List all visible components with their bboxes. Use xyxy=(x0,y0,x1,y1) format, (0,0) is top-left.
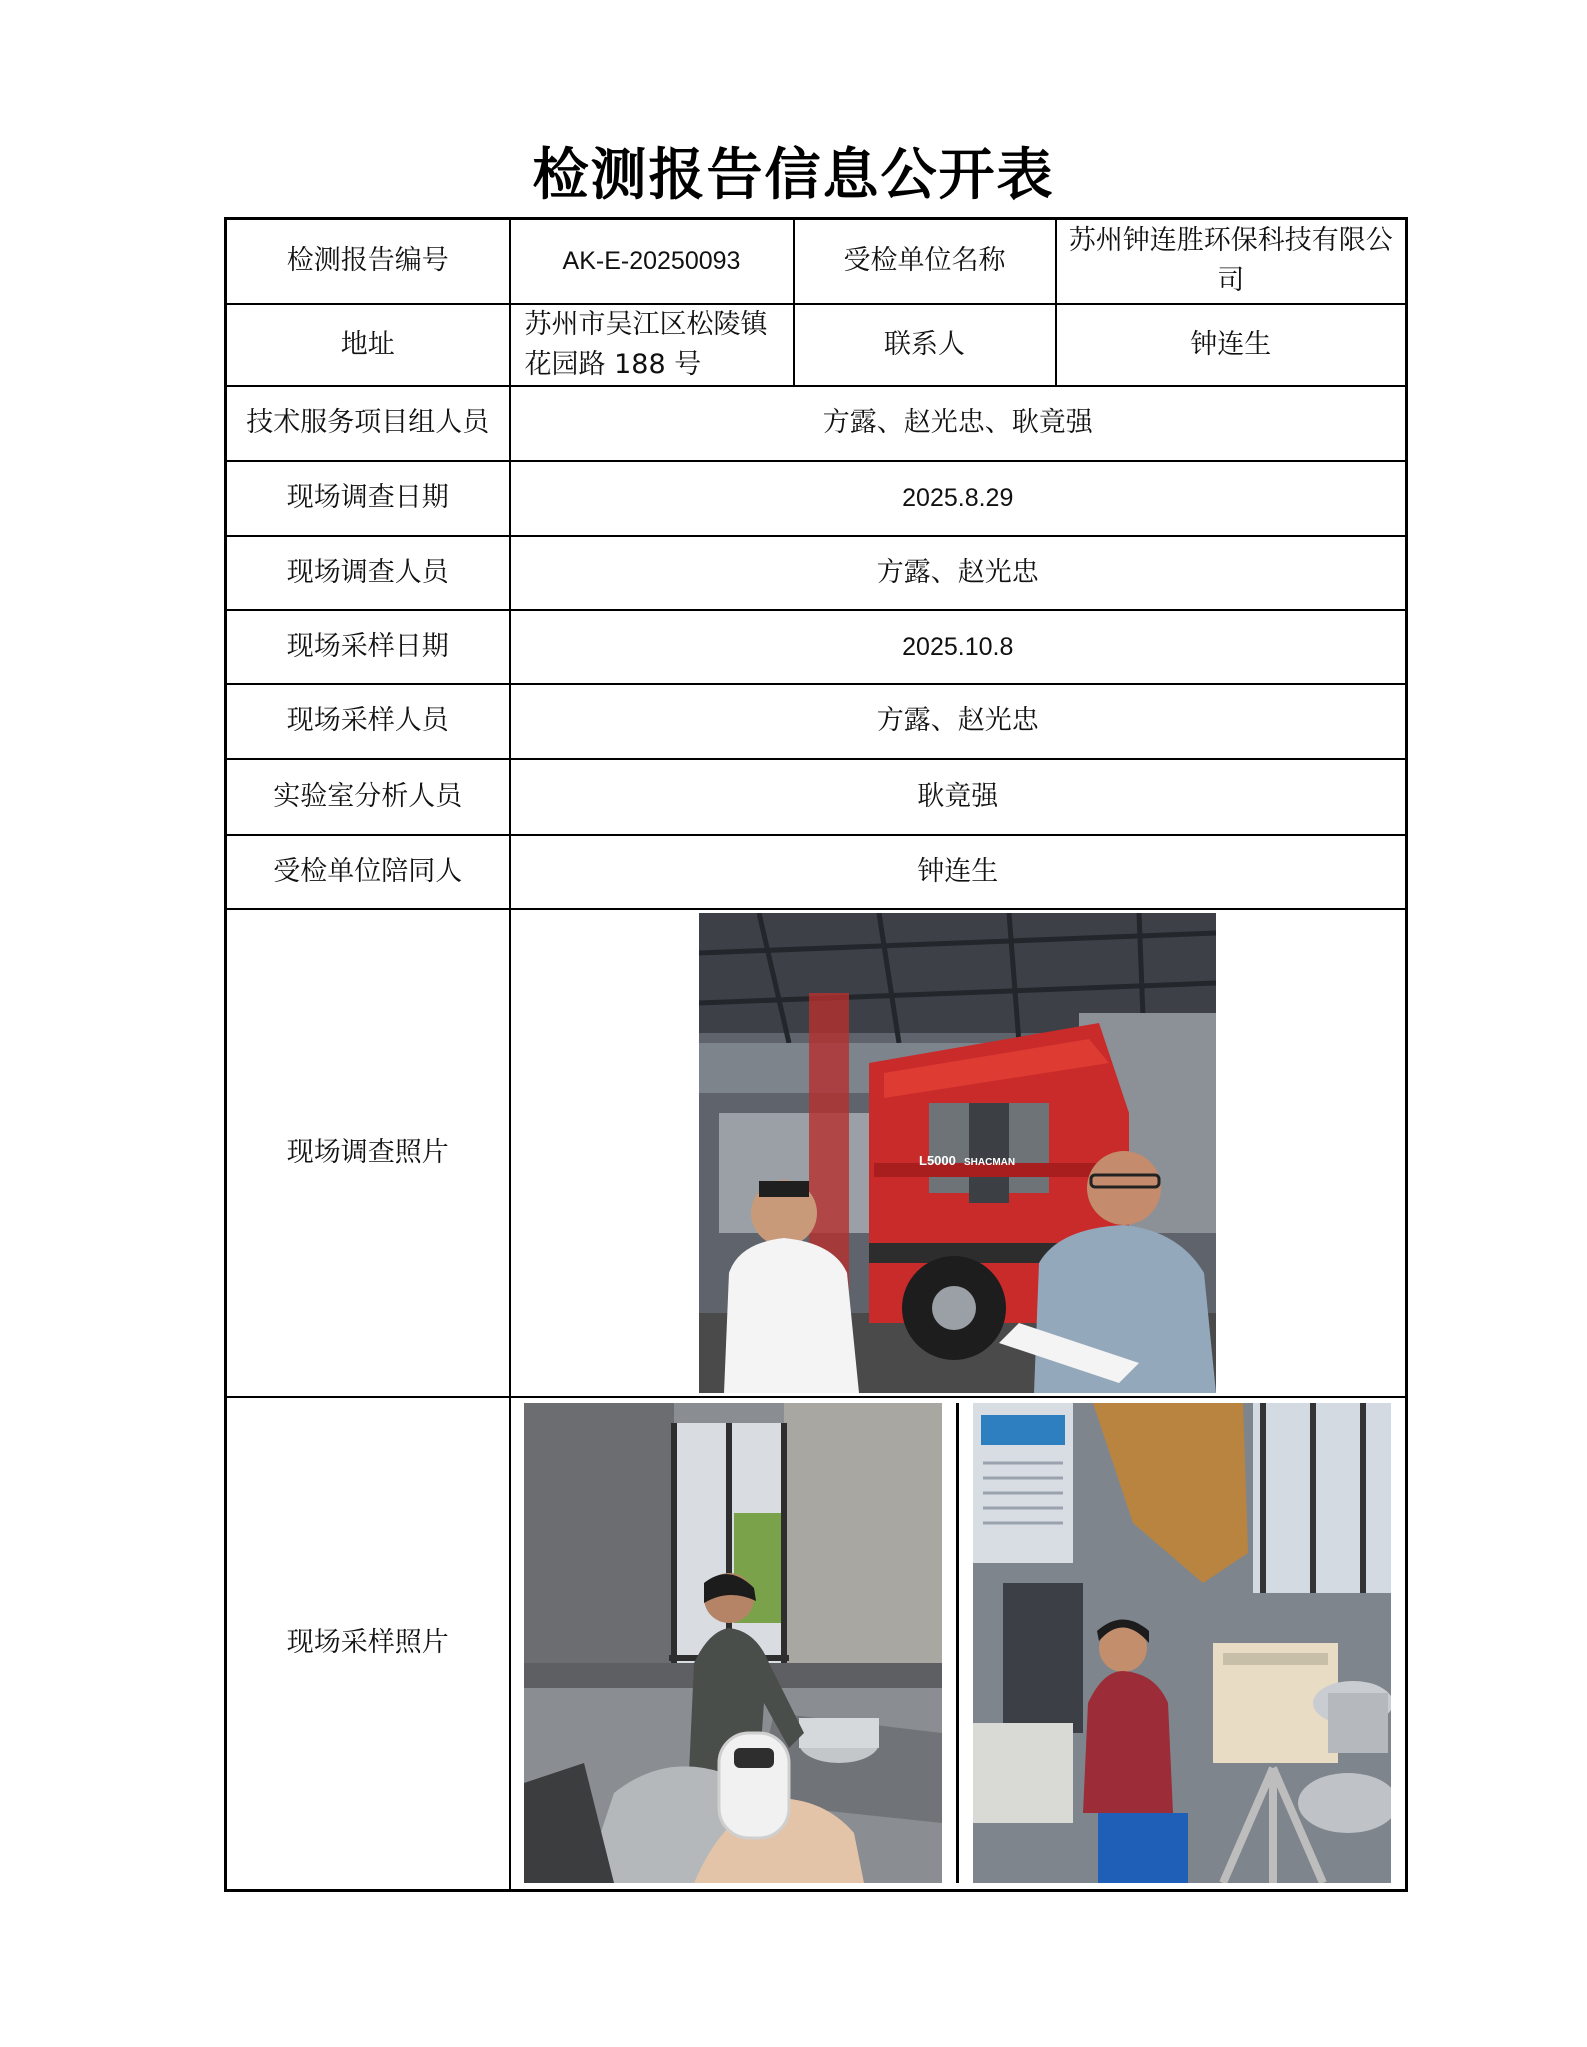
sampling-photo-left xyxy=(524,1403,942,1883)
truck-brand-text: SHACMAN xyxy=(964,1156,1016,1168)
survey-date-label: 现场调查日期 xyxy=(226,461,510,536)
sampling-photo-cell xyxy=(510,1397,1407,1891)
address-label: 地址 xyxy=(226,304,510,386)
report-no-value: AK-E-20250093 xyxy=(510,219,794,304)
table-row xyxy=(226,304,1407,386)
survey-photo xyxy=(699,913,1216,1393)
survey-photo-label: 现场调查照片 xyxy=(226,909,510,1397)
sampling-photo-right xyxy=(973,1403,1391,1883)
table-row xyxy=(226,1397,1407,1891)
escort-value: 钟连生 xyxy=(510,835,1407,909)
sampling-photo-label: 现场采样照片 xyxy=(226,1397,510,1891)
truck-model-text: L5000 xyxy=(919,1152,957,1168)
sampling-date-value: 2025.10.8 xyxy=(510,610,1407,684)
lab-staff-value: 耿竟强 xyxy=(510,759,1407,835)
sampling-staff-value: 方露、赵光忠 xyxy=(510,684,1407,759)
survey-staff-label: 现场调查人员 xyxy=(226,536,510,610)
survey-photo-cell xyxy=(510,909,1407,1397)
table-row xyxy=(226,684,1407,759)
report-no-label: 检测报告编号 xyxy=(226,219,510,304)
escort-label: 受检单位陪同人 xyxy=(226,835,510,909)
survey-staff-value: 方露、赵光忠 xyxy=(510,536,1407,610)
unit-value: 苏州钟连胜环保科技有限公司 xyxy=(1056,219,1407,304)
address-value: 苏州市吴江区松陵镇花园路 188 号 xyxy=(510,304,794,386)
team-value: 方露、赵光忠、耿竟强 xyxy=(510,386,1407,461)
contact-value: 钟连生 xyxy=(1056,304,1407,386)
table-row xyxy=(226,759,1407,835)
sampling-date-label: 现场采样日期 xyxy=(226,610,510,684)
contact-label: 联系人 xyxy=(794,304,1056,386)
table-row xyxy=(226,909,1407,1397)
page-title: 检测报告信息公开表 xyxy=(532,142,1055,208)
table-row xyxy=(226,461,1407,536)
team-label: 技术服务项目组人员 xyxy=(226,386,510,461)
unit-label: 受检单位名称 xyxy=(794,219,1056,304)
lab-staff-label: 实验室分析人员 xyxy=(226,759,510,835)
sampling-staff-label: 现场采样人员 xyxy=(226,684,510,759)
survey-date-value: 2025.8.29 xyxy=(510,461,1407,536)
table-row xyxy=(226,536,1407,610)
table-row xyxy=(226,610,1407,684)
table-row xyxy=(226,386,1407,461)
report-info-table xyxy=(224,217,1408,1892)
table-row xyxy=(226,835,1407,909)
table-row xyxy=(226,219,1407,304)
